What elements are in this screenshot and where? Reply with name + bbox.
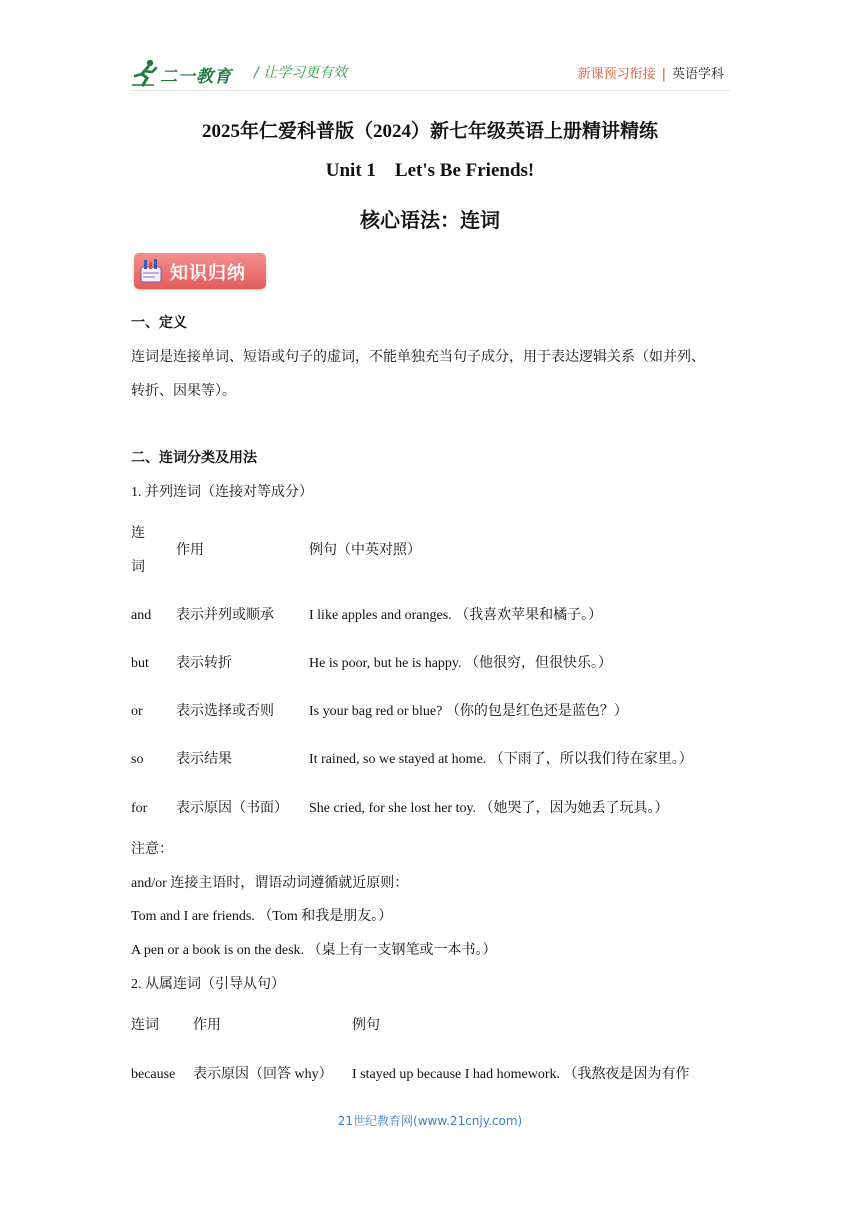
logo-text: 二一教育 xyxy=(160,67,232,87)
header-divider xyxy=(130,90,730,91)
conj-example: I like apples and oranges. （我喜欢苹果和橘子。） xyxy=(309,608,603,623)
knowledge-summary-banner xyxy=(134,253,266,289)
conj-use: 表示转折 xyxy=(176,656,232,671)
header-course-label: 新课预习衔接 xyxy=(577,67,656,82)
conj-word: because xyxy=(131,1067,176,1082)
conj-example: She cried, for she lost her toy. （她哭了，因为她丢了玩具。） xyxy=(309,801,669,816)
header-subject-label: 英语学科 xyxy=(671,67,724,82)
conj-use: 表示选择或否则 xyxy=(176,704,274,719)
runner-logo-icon xyxy=(130,58,160,88)
conj-word: or xyxy=(131,704,143,719)
note-label: 注意： xyxy=(131,842,173,857)
table2-header-example: 例句 xyxy=(352,1018,380,1033)
book-icon xyxy=(140,258,162,284)
logo xyxy=(130,56,250,90)
conj-example: It rained, so we stayed at home. （下雨了，所以我们待在家里。） xyxy=(309,752,693,767)
conj-use: 表示原因（书面） xyxy=(176,801,288,816)
section2-heading: 二、连词分类及用法 xyxy=(131,451,257,466)
table2-header-word: 连词 xyxy=(131,1018,159,1033)
grammar-title: 核心语法：连词 xyxy=(360,210,500,232)
note-example-2: A pen or a book is on the desk. （桌上有一支钢笔或一本书。） xyxy=(131,943,497,958)
slogan: / 让学习更有效 xyxy=(254,65,348,81)
definition-line1: 连词是连接单词、短语或句子的虚词，不能单独充当句子成分，用于表达逻辑关系（如并列、 xyxy=(131,350,705,365)
table1-header-use: 作用 xyxy=(176,543,204,558)
subordinating-subheading: 2. 从属连词（引导从句） xyxy=(131,977,285,992)
document-title: 2025年仁爱科普版（2024）新七年级英语上册精讲精练 xyxy=(201,121,658,142)
definition-line2: 转折、因果等）。 xyxy=(131,384,236,399)
conj-example: I stayed up because I had homework. （我熬夜是因为有作 xyxy=(352,1067,690,1082)
conj-use: 表示原因（回答 why） xyxy=(193,1067,333,1082)
conj-example: Is your bag red or blue? （你的包是红色还是蓝色？） xyxy=(309,704,628,719)
conj-word: and xyxy=(131,608,152,623)
table1-header-word-2: 词 xyxy=(131,560,145,575)
banner-label: 知识归纳 xyxy=(170,263,246,284)
note-rule: and/or 连接主语时，谓语动词遵循就近原则： xyxy=(131,876,409,891)
conj-word: but xyxy=(131,656,149,671)
conj-use: 表示并列或顺承 xyxy=(176,608,274,623)
header-separator: | xyxy=(661,67,666,82)
conj-word: for xyxy=(131,801,148,816)
table1-header-word-1: 连 xyxy=(131,526,145,541)
table1-header-example: 例句（中英对照） xyxy=(309,543,421,558)
coordinating-subheading: 1. 并列连词（连接对等成分） xyxy=(131,485,313,500)
conj-use: 表示结果 xyxy=(176,752,232,767)
conj-example: He is poor, but he is happy. （他很穷，但很快乐。） xyxy=(309,656,613,671)
page-header xyxy=(130,56,730,90)
conj-word: so xyxy=(131,752,144,767)
note-example-1: Tom and I are friends. （Tom 和我是朋友。） xyxy=(131,909,393,924)
table2-header-use: 作用 xyxy=(193,1018,221,1033)
section1-heading: 一、定义 xyxy=(131,316,187,331)
footer-link[interactable]: 21世纪教育网(www.21cnjy.com) xyxy=(337,1114,523,1128)
unit-title: Unit 1 Let's Be Friends! xyxy=(325,160,535,181)
header-right xyxy=(578,63,724,82)
